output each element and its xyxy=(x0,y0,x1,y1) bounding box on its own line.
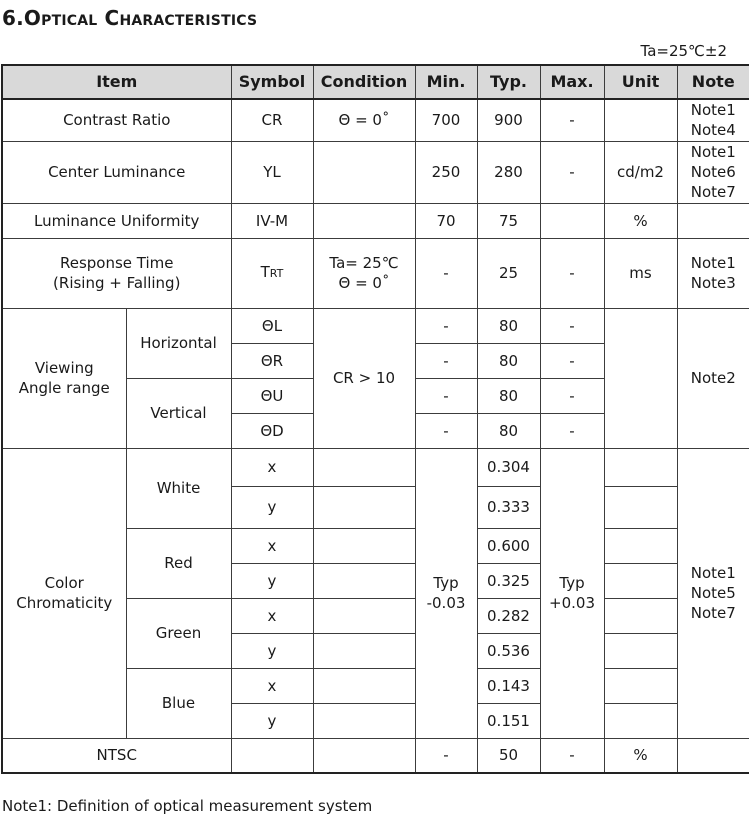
min-cell: Typ -0.03 xyxy=(415,448,477,738)
unit-cell xyxy=(604,633,677,668)
typ-cell: 50 xyxy=(477,738,540,773)
symbol-cell: YL xyxy=(231,141,313,203)
section-heading: 6.OPTICAL CHARACTERISTICS xyxy=(2,6,258,30)
min-cell: - xyxy=(415,413,477,448)
max-cell: - xyxy=(540,343,604,378)
condition-cell xyxy=(313,563,415,598)
condition-cell: CR > 10 xyxy=(313,308,415,448)
optical-characteristics-table xyxy=(1,64,749,774)
color-green: Green xyxy=(126,598,231,668)
typ-cell: 0.151 xyxy=(477,703,540,738)
unit-cell xyxy=(604,448,677,486)
footnote: Note1: Definition of optical measurement system xyxy=(2,797,373,815)
table-row xyxy=(2,238,749,308)
table-row xyxy=(2,99,749,141)
max-cell: - xyxy=(540,378,604,413)
condition-cell xyxy=(313,141,415,203)
typ-cell: 80 xyxy=(477,378,540,413)
typ-cell: 0.333 xyxy=(477,486,540,528)
max-cell: - xyxy=(540,413,604,448)
symbol-cell: x xyxy=(231,598,313,633)
color-red: Red xyxy=(126,528,231,598)
unit-cell xyxy=(604,486,677,528)
header-min: Min. xyxy=(415,65,477,99)
symbol-cell: y xyxy=(231,703,313,738)
symbol-cell: ΘR xyxy=(231,343,313,378)
condition-cell xyxy=(313,633,415,668)
condition-cell xyxy=(313,528,415,563)
header-max: Max. xyxy=(540,65,604,99)
note-cell xyxy=(677,203,749,238)
symbol-cell: y xyxy=(231,486,313,528)
unit-cell: ms xyxy=(604,238,677,308)
condition-cell xyxy=(313,598,415,633)
min-cell: 700 xyxy=(415,99,477,141)
max-cell: - xyxy=(540,238,604,308)
condition-cell xyxy=(313,203,415,238)
symbol-cell: x xyxy=(231,668,313,703)
unit-cell xyxy=(604,598,677,633)
item-contrast-ratio: Contrast Ratio xyxy=(2,99,231,141)
typ-cell: 0.536 xyxy=(477,633,540,668)
max-cell xyxy=(540,203,604,238)
unit-cell xyxy=(604,99,677,141)
condition-cell xyxy=(313,738,415,773)
typ-cell: 80 xyxy=(477,308,540,343)
condition-cell xyxy=(313,486,415,528)
symbol-cell: ΘD xyxy=(231,413,313,448)
color-white: White xyxy=(126,448,231,528)
typ-cell: 25 xyxy=(477,238,540,308)
note-cell: Note2 xyxy=(677,308,749,448)
typ-cell: 900 xyxy=(477,99,540,141)
table-row xyxy=(2,448,749,486)
ambient-condition: Ta=25℃±2 xyxy=(640,42,727,60)
header-row xyxy=(2,65,749,99)
symbol-cell: y xyxy=(231,563,313,598)
table-row xyxy=(2,203,749,238)
min-cell: - xyxy=(415,378,477,413)
symbol-cell: x xyxy=(231,528,313,563)
typ-cell: 75 xyxy=(477,203,540,238)
symbol-cell xyxy=(231,738,313,773)
header-note: Note xyxy=(677,65,749,99)
symbol-cell: CR xyxy=(231,99,313,141)
min-cell: - xyxy=(415,738,477,773)
condition-cell xyxy=(313,668,415,703)
condition-cell xyxy=(313,703,415,738)
item-response-time: Response Time (Rising + Falling) xyxy=(2,238,231,308)
header-item: Item xyxy=(2,65,231,99)
typ-cell: 0.600 xyxy=(477,528,540,563)
min-cell: - xyxy=(415,238,477,308)
min-cell: 70 xyxy=(415,203,477,238)
condition-cell: Ta= 25℃ Θ = 0˚ xyxy=(313,238,415,308)
note-cell: Note1 Note6 Note7 xyxy=(677,141,749,203)
min-cell: - xyxy=(415,343,477,378)
header-symbol: Symbol xyxy=(231,65,313,99)
symbol-cell: y xyxy=(231,633,313,668)
table-row xyxy=(2,738,749,773)
unit-cell: cd/m2 xyxy=(604,141,677,203)
item-color-chromaticity: Color Chromaticity xyxy=(2,448,126,738)
unit-cell xyxy=(604,308,677,448)
min-cell: - xyxy=(415,308,477,343)
condition-cell xyxy=(313,448,415,486)
typ-cell: 80 xyxy=(477,413,540,448)
unit-cell xyxy=(604,528,677,563)
unit-cell: % xyxy=(604,203,677,238)
symbol-cell: ΘL xyxy=(231,308,313,343)
condition-cell: Θ = 0˚ xyxy=(313,99,415,141)
note-cell xyxy=(677,738,749,773)
item-viewing-angle-range: Viewing Angle range xyxy=(2,308,126,448)
symbol-cell xyxy=(231,238,313,308)
note-cell: Note1 Note4 xyxy=(677,99,749,141)
typ-cell: 280 xyxy=(477,141,540,203)
min-cell: 250 xyxy=(415,141,477,203)
typ-cell: 0.325 xyxy=(477,563,540,598)
typ-cell: 0.282 xyxy=(477,598,540,633)
max-cell: - xyxy=(540,308,604,343)
header-typ: Typ. xyxy=(477,65,540,99)
color-blue: Blue xyxy=(126,668,231,738)
item-luminance-uniformity: Luminance Uniformity xyxy=(2,203,231,238)
symbol-subscript: RT xyxy=(269,267,284,280)
table-row xyxy=(2,141,749,203)
item-center-luminance: Center Luminance xyxy=(2,141,231,203)
typ-cell: 0.143 xyxy=(477,668,540,703)
symbol-cell: ΘU xyxy=(231,378,313,413)
item-ntsc: NTSC xyxy=(2,738,231,773)
unit-cell: % xyxy=(604,738,677,773)
unit-cell xyxy=(604,668,677,703)
table-row xyxy=(2,308,749,343)
viewing-vertical: Vertical xyxy=(126,378,231,448)
typ-cell: 80 xyxy=(477,343,540,378)
max-cell: - xyxy=(540,141,604,203)
symbol-cell: IV-M xyxy=(231,203,313,238)
note-cell: Note1 Note5 Note7 xyxy=(677,448,749,738)
typ-cell: 0.304 xyxy=(477,448,540,486)
note-cell: Note1 Note3 xyxy=(677,238,749,308)
max-cell: - xyxy=(540,99,604,141)
viewing-horizontal: Horizontal xyxy=(126,308,231,378)
header-unit: Unit xyxy=(604,65,677,99)
symbol-cell: x xyxy=(231,448,313,486)
unit-cell xyxy=(604,703,677,738)
header-condition: Condition xyxy=(313,65,415,99)
max-cell: Typ +0.03 xyxy=(540,448,604,738)
max-cell: - xyxy=(540,738,604,773)
symbol-main: T xyxy=(260,263,270,281)
unit-cell xyxy=(604,563,677,598)
